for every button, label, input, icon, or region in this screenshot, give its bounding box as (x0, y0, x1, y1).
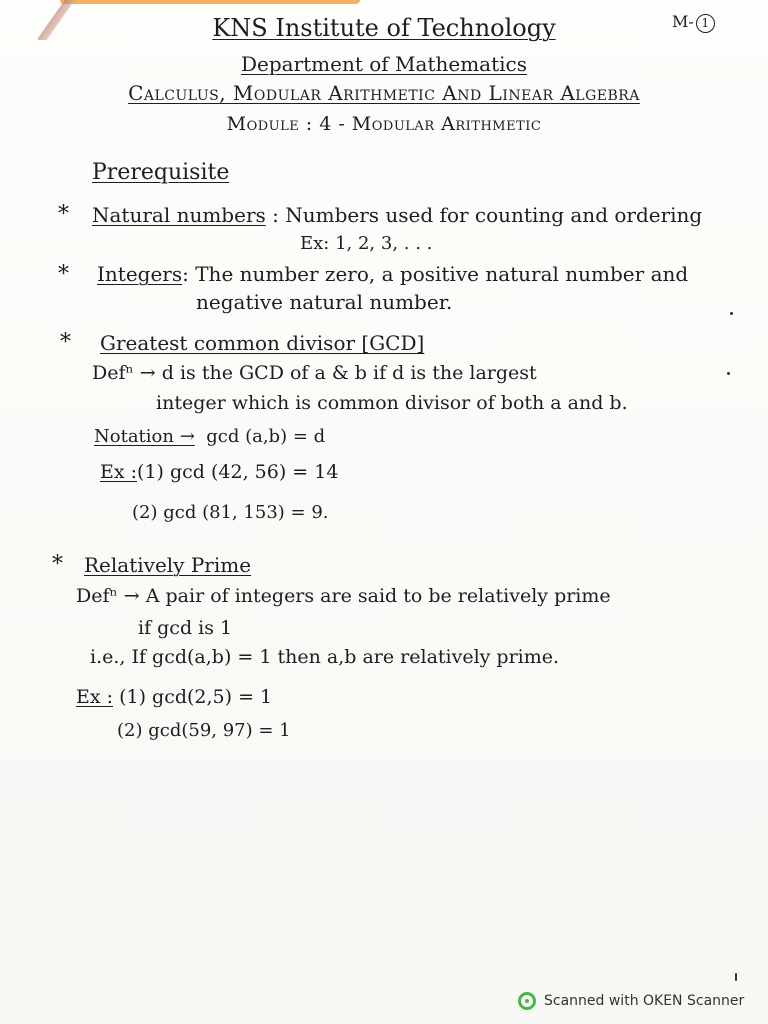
prerequisite-heading: Prerequisite (92, 160, 230, 185)
scanner-watermark (518, 990, 744, 1012)
pen-dot (730, 312, 733, 315)
gcd-ex-label: Ex : (100, 461, 138, 483)
page-number-mark (672, 12, 715, 33)
gcd-def-text: d is the GCD of a & b if d is the largest (161, 362, 537, 384)
page-mark-circle: 1 (696, 14, 715, 33)
gcd-notation (94, 426, 325, 448)
gcd-def-label: Defⁿ → (92, 362, 156, 384)
course-title: Calculus, Modular Arithmetic And Linear Algebra (128, 81, 640, 105)
bullet-star: * (60, 330, 71, 355)
institute-title: KNS Institute of Technology (212, 14, 556, 42)
bullet-star: * (58, 262, 69, 287)
gcd-def-1 (92, 362, 537, 385)
relprime-example-1 (76, 686, 272, 709)
relprime-def-1 (76, 585, 611, 608)
department-title: Department of Mathematics (240, 52, 527, 76)
integers-def-1: : The number zero, a positive natural number and (182, 262, 689, 286)
natural-numbers-term: Natural numbers (92, 203, 266, 227)
pen-mark (735, 973, 737, 981)
relprime-heading: Relatively Prime (84, 553, 252, 577)
bullet-star: * (58, 202, 69, 227)
pen-dot (727, 372, 730, 375)
relprime-def-2: if gcd is 1 (138, 617, 233, 639)
integers-def-2: negative natural number. (196, 290, 453, 314)
module-title: Module : 4 - Modular Arithmetic (226, 113, 542, 135)
scanner-logo-icon (518, 992, 536, 1010)
relprime-def-label: Defⁿ → (76, 585, 140, 607)
gcd-notation-value: gcd (a,b) = d (206, 426, 326, 447)
relprime-ex-label: Ex : (76, 686, 114, 708)
gcd-example-2: (2) gcd (81, 153) = 9. (132, 502, 329, 523)
integers-term: Integers (97, 262, 183, 286)
gcd-example-1 (100, 461, 338, 484)
integers-line (97, 262, 688, 286)
gcd-heading: Greatest common divisor [GCD] (100, 331, 425, 355)
gcd-notation-label: Notation → (94, 426, 195, 447)
natural-numbers-example: Ex: 1, 2, 3, . . . (300, 233, 433, 254)
natural-numbers-def: : Numbers used for counting and ordering (272, 203, 703, 227)
bullet-star: * (52, 552, 63, 577)
gcd-ex1-text: (1) gcd (42, 56) = 14 (137, 461, 339, 483)
gcd-def-2: integer which is common divisor of both a and b. (156, 392, 628, 414)
scanner-text: Scanned with OKEN Scanner (544, 993, 745, 1009)
relprime-def-text: A pair of integers are said to be relatively prime (145, 585, 611, 607)
page-mark-prefix: M- (672, 12, 694, 31)
natural-numbers-line (92, 203, 702, 227)
relprime-ex1-text: (1) gcd(2,5) = 1 (119, 686, 273, 708)
relprime-ie-line: i.e., If gcd(a,b) = 1 then a,b are relatively prime. (90, 646, 560, 668)
page-top-edge (60, 0, 360, 4)
relprime-example-2: (2) gcd(59, 97) = 1 (117, 720, 291, 741)
